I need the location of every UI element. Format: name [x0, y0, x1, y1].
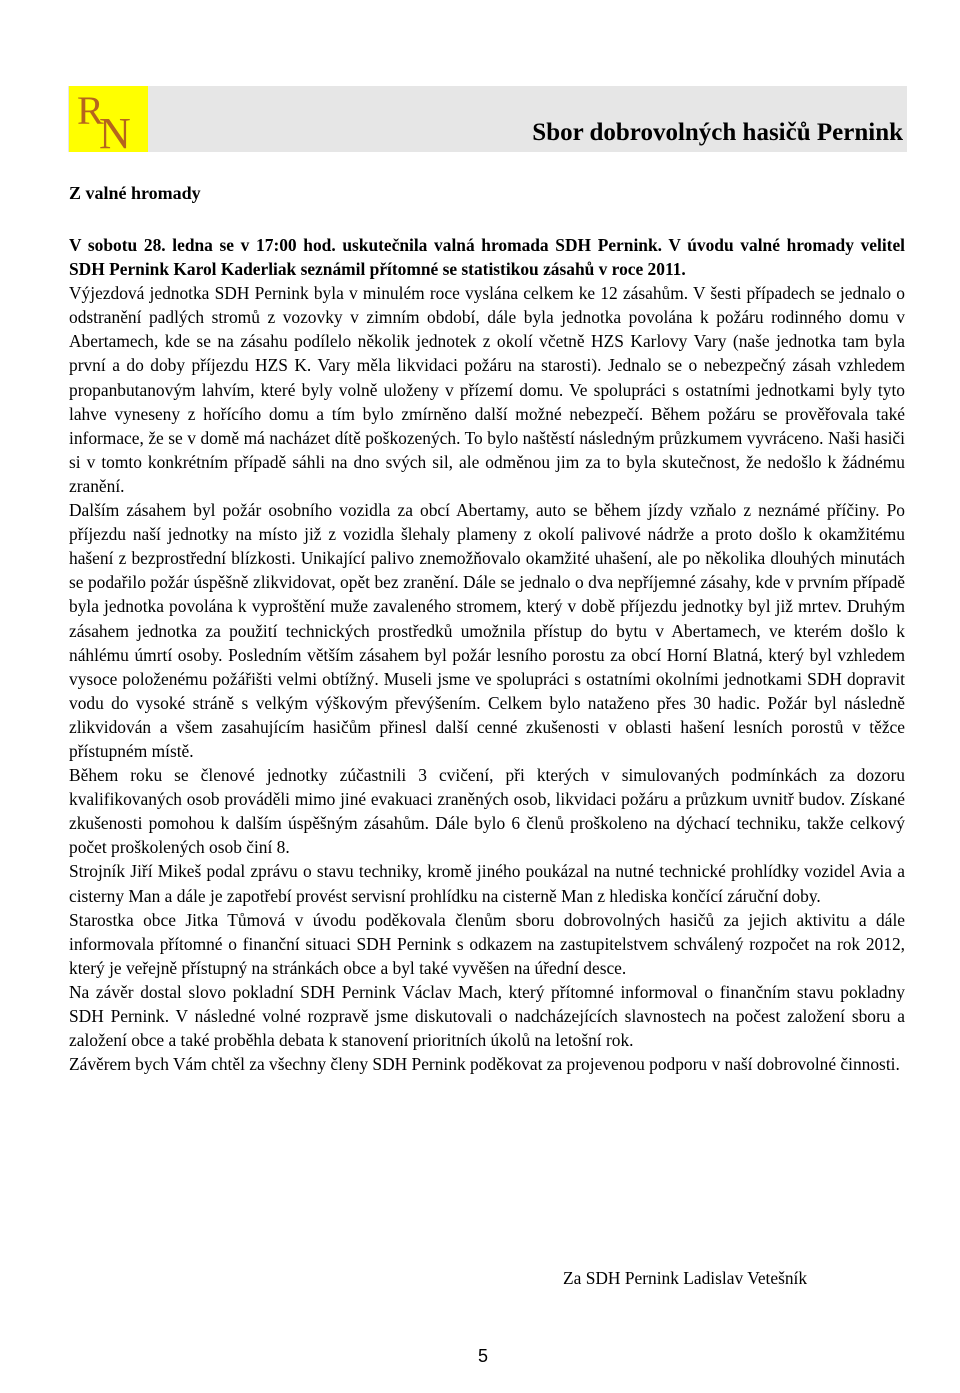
- logo-letter-r: R: [77, 88, 104, 133]
- article-paragraph: Dalším zásahem byl požár osobního vozidla za obcí Abertamy, auto se během jízdy vzňalo z neznámé příčiny. Po příjezdu naší jednotky na místo již z vozidla šlehaly plameny z okolí palivové nádrže a proto došlo k okamžitému hašení z bezprostřední blízkosti. Unikající palivo znemožňovalo okamžité uhašení, ale po několika dlouhých minutách se podařilo požár úspěšně zlikvidovat, opět bez zranění. Dále se jednalo o dva nepříjemné zásahy, kde v prvním případě byla jednotka povolána k vyproštění muže zavaleného stromem, který v době příjezdu jednotky byl již mrtev. Druhým zásahem jednotka za použití technických prostředků umožnila přístup do bytu v Abertamech, ve kterém došlo k náhlému úmrtí osoby. Posledním větším zásahem byl požár lesního porostu za obcí Horní Blatná, který byl vzhledem vysoce položenému požářišti velmi obtížný. Museli jsme ve spolupráci s ostatními okolními jednotkami SDH dopravit vodu do vysoké stráně s velkým výškovým převýšením. Celkem bylo nataženo přes 30 hadic. Požár byl následně zlikvidován a všem zasahujícím hasičům přinesl další cenné zkušenosti v oblasti hašení lesních porostů v těžce přístupném místě.: [69, 500, 905, 761]
- article-paragraph: Na závěr dostal slovo pokladní SDH Pernink Václav Mach, který přítomné informoval o finančním stavu pokladny SDH Pernink. V následné volné rozpravě jsme diskutovali o nadcházejících slavnostech na počest založení sboru a založení obce a také proběhla debata k stanovení prioritních úkolů na letošní rok.: [69, 981, 905, 1051]
- organization-title: Sbor dobrovolných hasičů Pernink: [532, 119, 903, 146]
- article-body: [69, 233, 905, 1076]
- article-paragraph: Závěrem bych Vám chtěl za všechny členy SDH Pernink poděkovat za projevenou podporu v naší dobrovolné činnosti.: [69, 1054, 900, 1075]
- signature: Za SDH Pernink Ladislav Vetešník: [563, 1268, 808, 1288]
- rn-logo-icon: [69, 86, 148, 152]
- article-paragraph: Strojník Jiří Mikeš podal zprávu o stavu techniky, kromě jiného poukázal na nutné technické prohlídky vozidel Avia a cisterny Man a dále je zapotřebí provést servisní prohlídku na cisterně Man z hlediska končící záruční doby.: [69, 861, 905, 906]
- page-number: 5: [478, 1346, 489, 1366]
- article-paragraph: Výjezdová jednotka SDH Pernink byla v minulém roce vyslána celkem ke 12 zásahům. V šesti případech se jednalo o odstranění padlých stromů z vozovky v zimním období, dále byla jednotka povolána k požáru rodinného domu v Abertamech, kde se na zásahu podílelo několik jednotek z okolí včetně HZS Karlovy Vary (naše jednotka tam byla první a do doby příjezdu HZS K. Vary měla likvidaci požáru na starosti). Jednalo se o nebezpečný zásah vzhledem propanbutanovým lahvím, které byly volně uloženy v přízemí domu. Ve spolupráci s ostatními jednotkami byly tyto lahve vyneseny z hořícího domu a tím bylo zmírněno další možné nebezpečí. Během požáru se prověřovala také informace, že se v domě má nacházet dítě poškozených. To bylo naštěstí následným průzkumem vyvráceno. Naši hasiči si v tomto konkrétním případě sáhli na dno svých sil, ale odměnou jim za to byla skutečnost, že nedošlo k žádnému zranění.: [69, 283, 905, 496]
- article-paragraph: Během roku se členové jednotky zúčastnili 3 cvičení, při kterých v simulovaných podmínkách za dozoru kvalifikovaných osob prováděli mimo jiné evakuaci zraněných osob, likvidaci požáru a průzkum uvnitř budov. Získané zkušenosti pomohou k dalším úspěšným zásahům. Dále bylo 6 členů proškoleno na dýchací techniku, takže celkový počet proškolených osob činí 8.: [69, 765, 905, 858]
- article-intro: V sobotu 28. ledna se v 17:00 hod. uskutečnila valná hromada SDH Pernink. V úvodu valné hromady velitel SDH Pernink Karol Kaderliak seznámil přítomné se statistikou zásahů v roce 2011.: [69, 235, 905, 280]
- logo-letter-n: N: [99, 109, 131, 152]
- article-paragraph: Starostka obce Jitka Tůmová v úvodu poděkovala členům sboru dobrovolných hasičů za jejich aktivitu a dále informovala přítomné o finanční situaci SDH Pernink s odkazem na zastupitelstvem schválený rozpočet na rok 2012, který je veřejně přístupný na stránkách obce a byl také vyvěšen na úřední desce.: [69, 909, 905, 978]
- rn-logo-graphic: [69, 86, 148, 152]
- section-heading: Z valné hromady: [69, 183, 201, 203]
